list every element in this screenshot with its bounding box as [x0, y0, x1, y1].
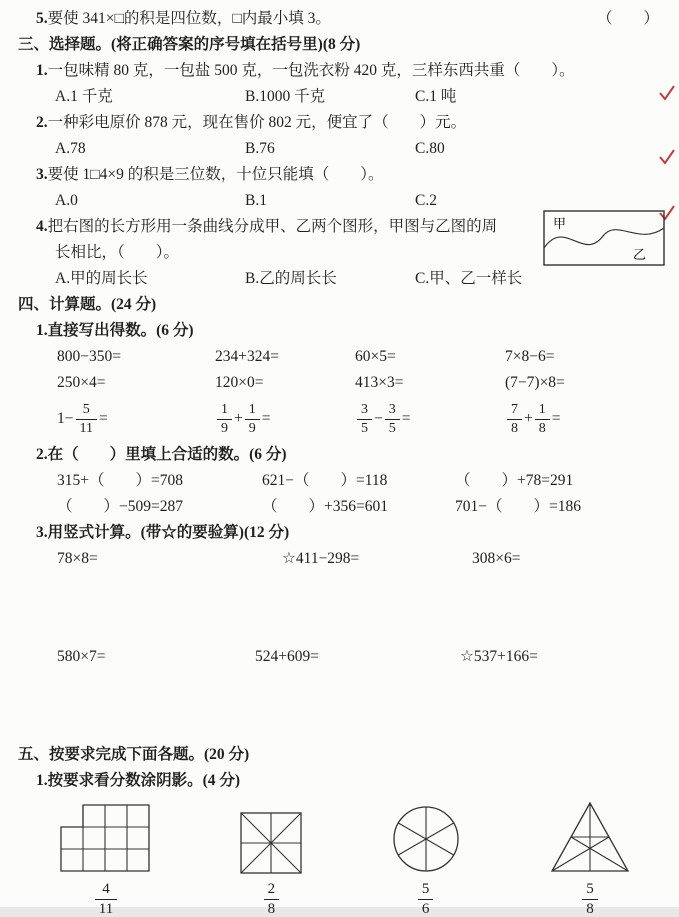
fraction: $\frac{3}{5}$ — [385, 403, 400, 436]
expression: （ ）+356=601 — [262, 498, 388, 515]
fraction-expression: $\frac{1}{9}$ + $\frac{1}{9}$ = — [215, 403, 355, 436]
circle-figure — [391, 804, 461, 874]
working-space — [0, 572, 679, 644]
expression: （ ）−509=287 — [57, 498, 183, 515]
question-1: 1.一包味精 80 克，一包盐 500 克，一包洗衣粉 420 克，三样东西共重（ ）。 — [36, 62, 575, 79]
expression: 78×8= — [57, 550, 98, 567]
section4-title: 四、计算题。(24 分) — [18, 296, 157, 313]
option-c: C.甲、乙一样长 — [415, 270, 523, 287]
expression: 580×7= — [57, 648, 106, 665]
rectangle-curve-figure — [543, 210, 665, 271]
question-5-text: 5.要使 341×□的积是四位数，□内最小填 3。 — [36, 10, 331, 27]
fraction-expression: 1− $\frac{5}{11}$ = — [57, 401, 108, 436]
expression: 7×8−6= — [505, 348, 555, 365]
expression: ☆537+166= — [460, 648, 538, 665]
fraction-expression: $\frac{7}{8}$ + $\frac{1}{8}$ = — [505, 403, 679, 436]
expression: 60×5= — [355, 348, 396, 365]
option-a: A.1 千克 — [55, 88, 113, 105]
option-c: C.2 — [415, 192, 437, 209]
question-number: 5. — [36, 10, 48, 27]
section3-title: 三、选择题。(将正确答案的序号填在括号里)(8 分) — [18, 36, 361, 53]
label-jia: 甲 — [553, 216, 567, 231]
grid-figure — [60, 804, 152, 874]
fraction: $\frac{4}{11}$ — [95, 882, 117, 917]
option-b: B.乙的周长长 — [245, 270, 337, 287]
section5-title: 五、按要求完成下面各题。(20 分) — [18, 746, 250, 763]
option-c: C.1 吨 — [415, 88, 457, 105]
fraction: $\frac{5}{11}$ — [76, 403, 97, 436]
direct-calc-fraction-row — [0, 396, 679, 442]
vertical-calc-row1 — [0, 546, 679, 572]
option-a: A.78 — [55, 140, 86, 157]
expression: 250×4= — [57, 374, 106, 391]
question-2: 2.一种彩电原价 878 元，现在售价 802 元，便宜了（ ）元。 — [36, 114, 467, 131]
figure-block — [549, 800, 631, 917]
expression: 308×6= — [472, 550, 521, 567]
question-4-line2: 长相比，（ ）。 — [55, 244, 180, 261]
question-3: 3.要使 1□4×9 的积是三位数，十位只能填（ ）。 — [36, 166, 384, 183]
expression: 800−350= — [57, 348, 121, 365]
expression: （ ）+78=291 — [455, 472, 574, 489]
option-b: B.76 — [245, 140, 275, 157]
expression: 234+324= — [215, 348, 279, 365]
question-2-options — [0, 136, 679, 162]
red-check-mark — [658, 84, 676, 102]
answer-bracket: （ ） — [596, 10, 659, 27]
expression: (7−7)×8= — [505, 374, 565, 391]
fraction: $\frac{2}{8}$ — [264, 882, 280, 917]
direct-calc-title: 1.直接写出得数。(6 分) — [36, 322, 194, 339]
question-4-line1: 4.把右图的长方形用一条曲线分成甲、乙两个图形，甲图与乙图的周 — [36, 218, 498, 235]
fill-blank-row2 — [0, 494, 679, 520]
expression: 621−（ ）=118 — [262, 472, 388, 489]
option-a: A.0 — [55, 192, 78, 209]
square-figure — [240, 812, 302, 874]
working-space — [0, 670, 679, 742]
direct-calc-row2 — [0, 370, 679, 396]
triangle-figure — [549, 800, 631, 874]
fraction: $\frac{3}{5}$ — [357, 403, 372, 436]
option-a: A.甲的周长长 — [55, 270, 148, 287]
question-4 — [0, 214, 679, 292]
red-check-mark — [658, 148, 676, 166]
fraction: $\frac{1}{8}$ — [535, 403, 550, 436]
expression: 120×0= — [215, 374, 264, 391]
vertical-calc-title: 3.用竖式计算。(带☆的要验算)(12 分) — [36, 524, 290, 541]
fill-blank-row1 — [0, 468, 679, 494]
fraction: $\frac{1}{9}$ — [245, 403, 260, 436]
expression: 315+（ ）=708 — [57, 472, 183, 489]
fraction-expression: $\frac{3}{5}$ − $\frac{3}{5}$ = — [355, 403, 505, 436]
figure-block — [240, 812, 302, 917]
option-b: B.1000 千克 — [245, 88, 326, 105]
fraction: $\frac{1}{9}$ — [217, 403, 232, 436]
label-yi: 乙 — [633, 247, 647, 262]
expression: 701−（ ）=186 — [455, 498, 581, 515]
expression: 413×3= — [355, 374, 404, 391]
direct-calc-row1 — [0, 344, 679, 370]
figure-block — [60, 804, 152, 917]
option-c: C.80 — [415, 140, 445, 157]
expression: 524+609= — [255, 648, 319, 665]
question-1-options — [0, 84, 679, 110]
figure-block — [391, 804, 461, 917]
vertical-calc-row2 — [0, 644, 679, 670]
fraction: $\frac{5}{8}$ — [582, 882, 598, 917]
question-5 — [0, 6, 679, 32]
fraction: $\frac{7}{8}$ — [507, 403, 522, 436]
fraction: $\frac{5}{6}$ — [418, 882, 434, 917]
fill-blank-title: 2.在（ ）里填上合适的数。(6 分) — [36, 446, 287, 463]
shape-figures-row — [0, 794, 679, 917]
shade-fraction-title: 1.按要求看分数涂阴影。(4 分) — [36, 772, 241, 789]
expression: ☆411−298= — [282, 550, 360, 567]
option-b: B.1 — [245, 192, 267, 209]
